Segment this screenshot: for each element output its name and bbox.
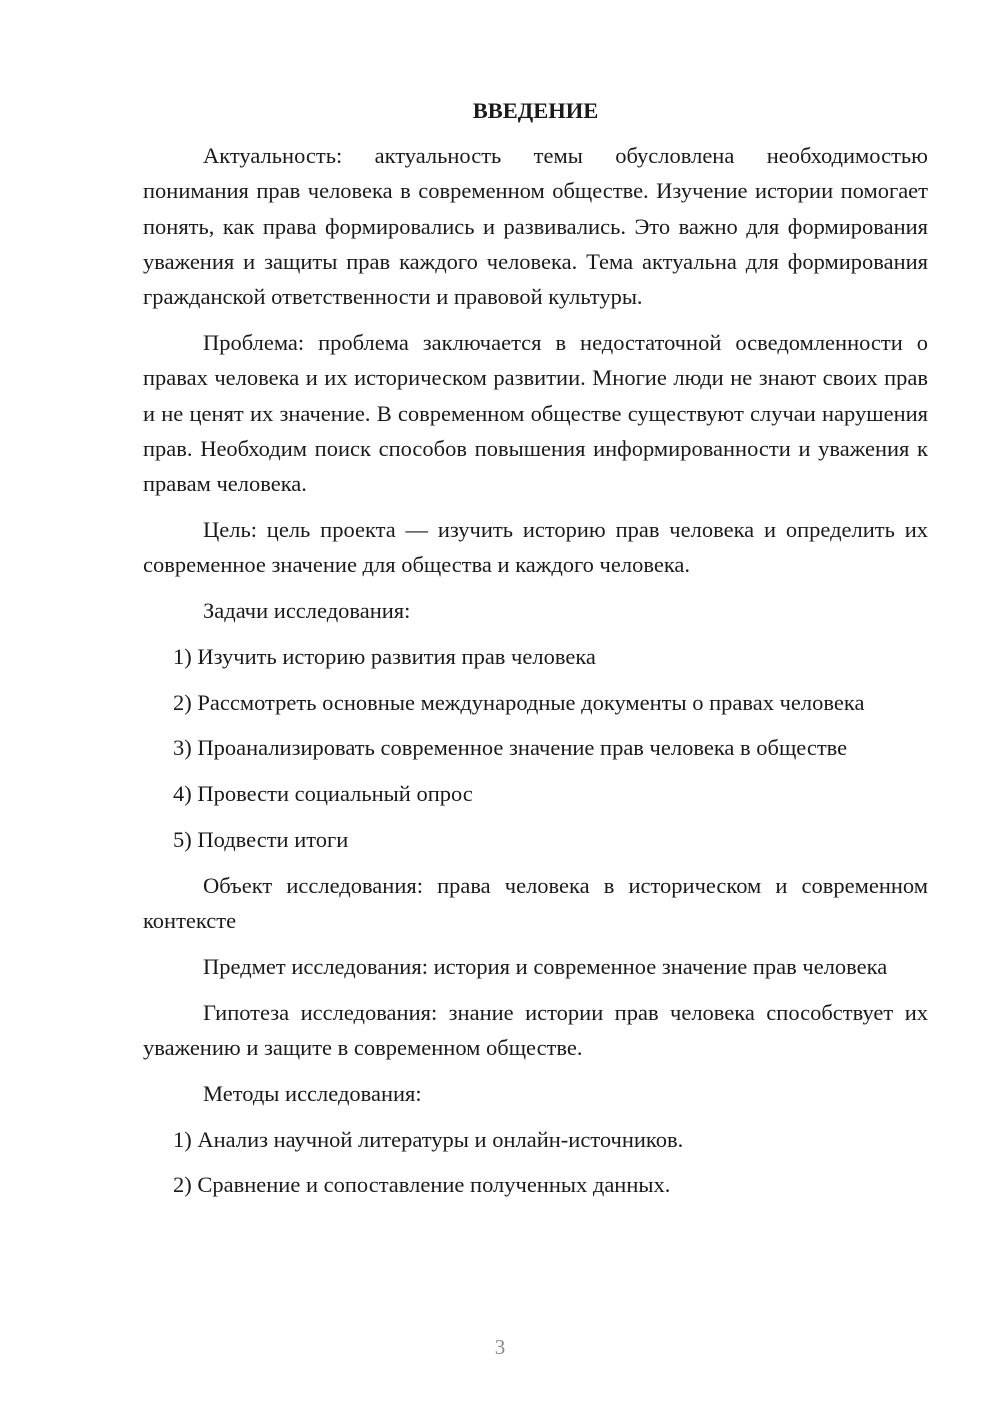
- method-item-1: 1) Анализ научной литературы и онлайн-источников.: [173, 1126, 684, 1152]
- problem-paragraph: Проблема: проблема заключается в недостаточной осведомленности о правах человека и их историческом развитии. Многие люди не знают своих прав и не ценят их значение. В современном обществе существуют случаи нарушения прав. Необходим поиск способов повышения информированности и уважения к правам человека.: [143, 329, 928, 497]
- relevance-paragraph: Актуальность: актуальность темы обусловлена необходимостью понимания прав человека в современном обществе. Изучение истории помогает понять, как права формировались и развивались. Это важно для формирования уважения и защиты прав каждого человека. Тема актуальна для формирования гражданской ответственности и правовой культуры.: [143, 143, 928, 310]
- task-item-1: 1) Изучить историю развития прав человека: [173, 643, 596, 669]
- task-item-2: 2) Рассмотреть основные международные документы о правах человека: [173, 689, 865, 715]
- method-item-2: 2) Сравнение и сопоставление полученных данных.: [173, 1172, 671, 1198]
- methods-heading: Методы исследования:: [203, 1080, 422, 1106]
- section-title: ВВЕДЕНИЕ: [472, 98, 599, 123]
- subject-paragraph: Предмет исследования: история и современное значение прав человека: [203, 953, 888, 979]
- task-item-5: 5) Подвести итоги: [173, 827, 349, 853]
- goal-paragraph: Цель: цель проекта — изучить историю прав человека и определить их современное значение для общества и каждого человека.: [143, 516, 928, 578]
- hypothesis-paragraph: Гипотеза исследования: знание истории прав человека способствует их уважению и защите в современном обществе.: [143, 999, 928, 1061]
- page-content: [143, 96, 928, 1213]
- object-paragraph: Объект исследования: права человека в историческом и современном контексте: [143, 872, 928, 934]
- page-number: 3: [494, 1335, 506, 1359]
- task-item-4: 4) Провести социальный опрос: [173, 781, 473, 807]
- task-item-3: 3) Проанализировать современное значение прав человека в обществе: [173, 735, 848, 761]
- tasks-heading: Задачи исследования:: [203, 598, 411, 624]
